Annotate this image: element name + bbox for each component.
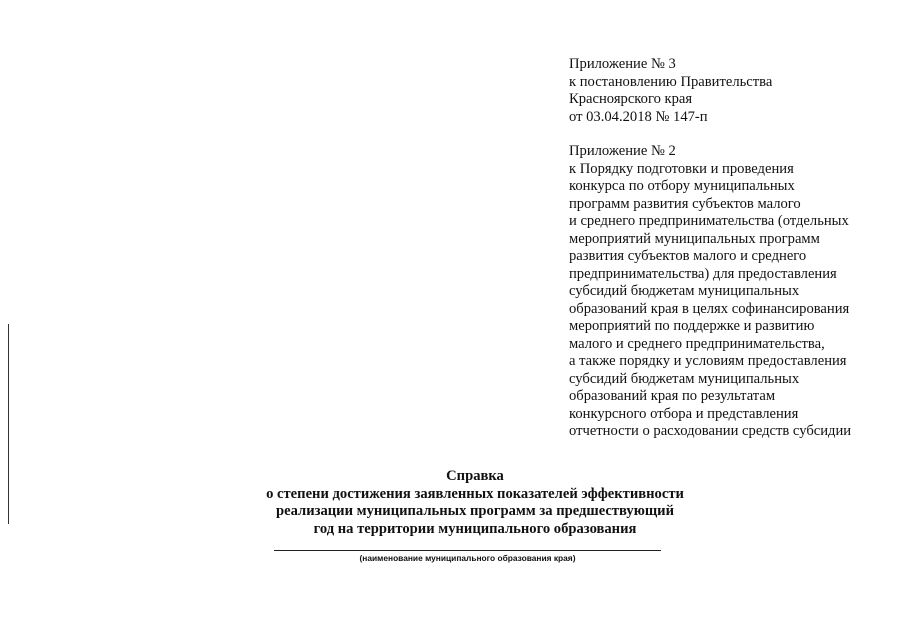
appendix-3-line: Приложение № 3 bbox=[569, 56, 676, 72]
appendix-2-line: субсидий бюджетам муниципальных bbox=[569, 370, 800, 387]
appendix-2-line: конкурсного отбора и представления bbox=[569, 405, 799, 422]
appendix-2-line: образований края по результатам bbox=[569, 388, 776, 404]
appendix-2-line: мероприятий по поддержке и развитию bbox=[569, 318, 815, 334]
municipality-name-caption: (наименование муниципального образования края) bbox=[359, 553, 576, 563]
appendix-2-header bbox=[569, 143, 851, 441]
appendix-3-header bbox=[569, 56, 772, 126]
appendix-2-line: конкурса по отбору муниципальных bbox=[569, 178, 795, 194]
appendix-2-line: мероприятий муниципальных программ bbox=[569, 230, 820, 247]
appendix-2-line: а также порядку и условиям предоставления bbox=[569, 353, 847, 369]
certificate-subtitle-line: о степени достижения заявленных показателей эффективности bbox=[266, 485, 684, 502]
certificate-title bbox=[240, 468, 710, 538]
appendix-2-line: к Порядку подготовки и проведения bbox=[569, 160, 794, 177]
left-margin-rule bbox=[8, 324, 9, 524]
appendix-2-line: предпринимательства) для предоставления bbox=[569, 265, 837, 282]
appendix-2-line: и среднего предпринимательства (отдельных bbox=[569, 213, 849, 229]
appendix-2-line: образований края в целях софинансирования bbox=[569, 300, 850, 317]
appendix-2-line: малого и среднего предпринимательства, bbox=[569, 335, 825, 352]
appendix-2-line: Приложение № 2 bbox=[569, 143, 676, 159]
appendix-2-line: развития субъектов малого и среднего bbox=[569, 248, 807, 264]
appendix-3-line: к постановлению Правительства bbox=[569, 73, 773, 90]
appendix-2-line: программ развития субъектов малого bbox=[569, 195, 801, 212]
appendix-2-line: отчетности о расходовании средств субсидии bbox=[569, 423, 852, 439]
appendix-3-line: от 03.04.2018 № 147-п bbox=[569, 108, 708, 125]
municipality-name-blank bbox=[274, 550, 661, 551]
certificate-subtitle-line: год на территории муниципального образования bbox=[313, 520, 637, 537]
appendix-2-line: субсидий бюджетам муниципальных bbox=[569, 283, 800, 299]
certificate-subtitle-line: реализации муниципальных программ за предшествующий bbox=[276, 503, 674, 519]
appendix-3-line: Красноярского края bbox=[569, 91, 693, 107]
certificate-title-word: Справка bbox=[446, 468, 504, 484]
